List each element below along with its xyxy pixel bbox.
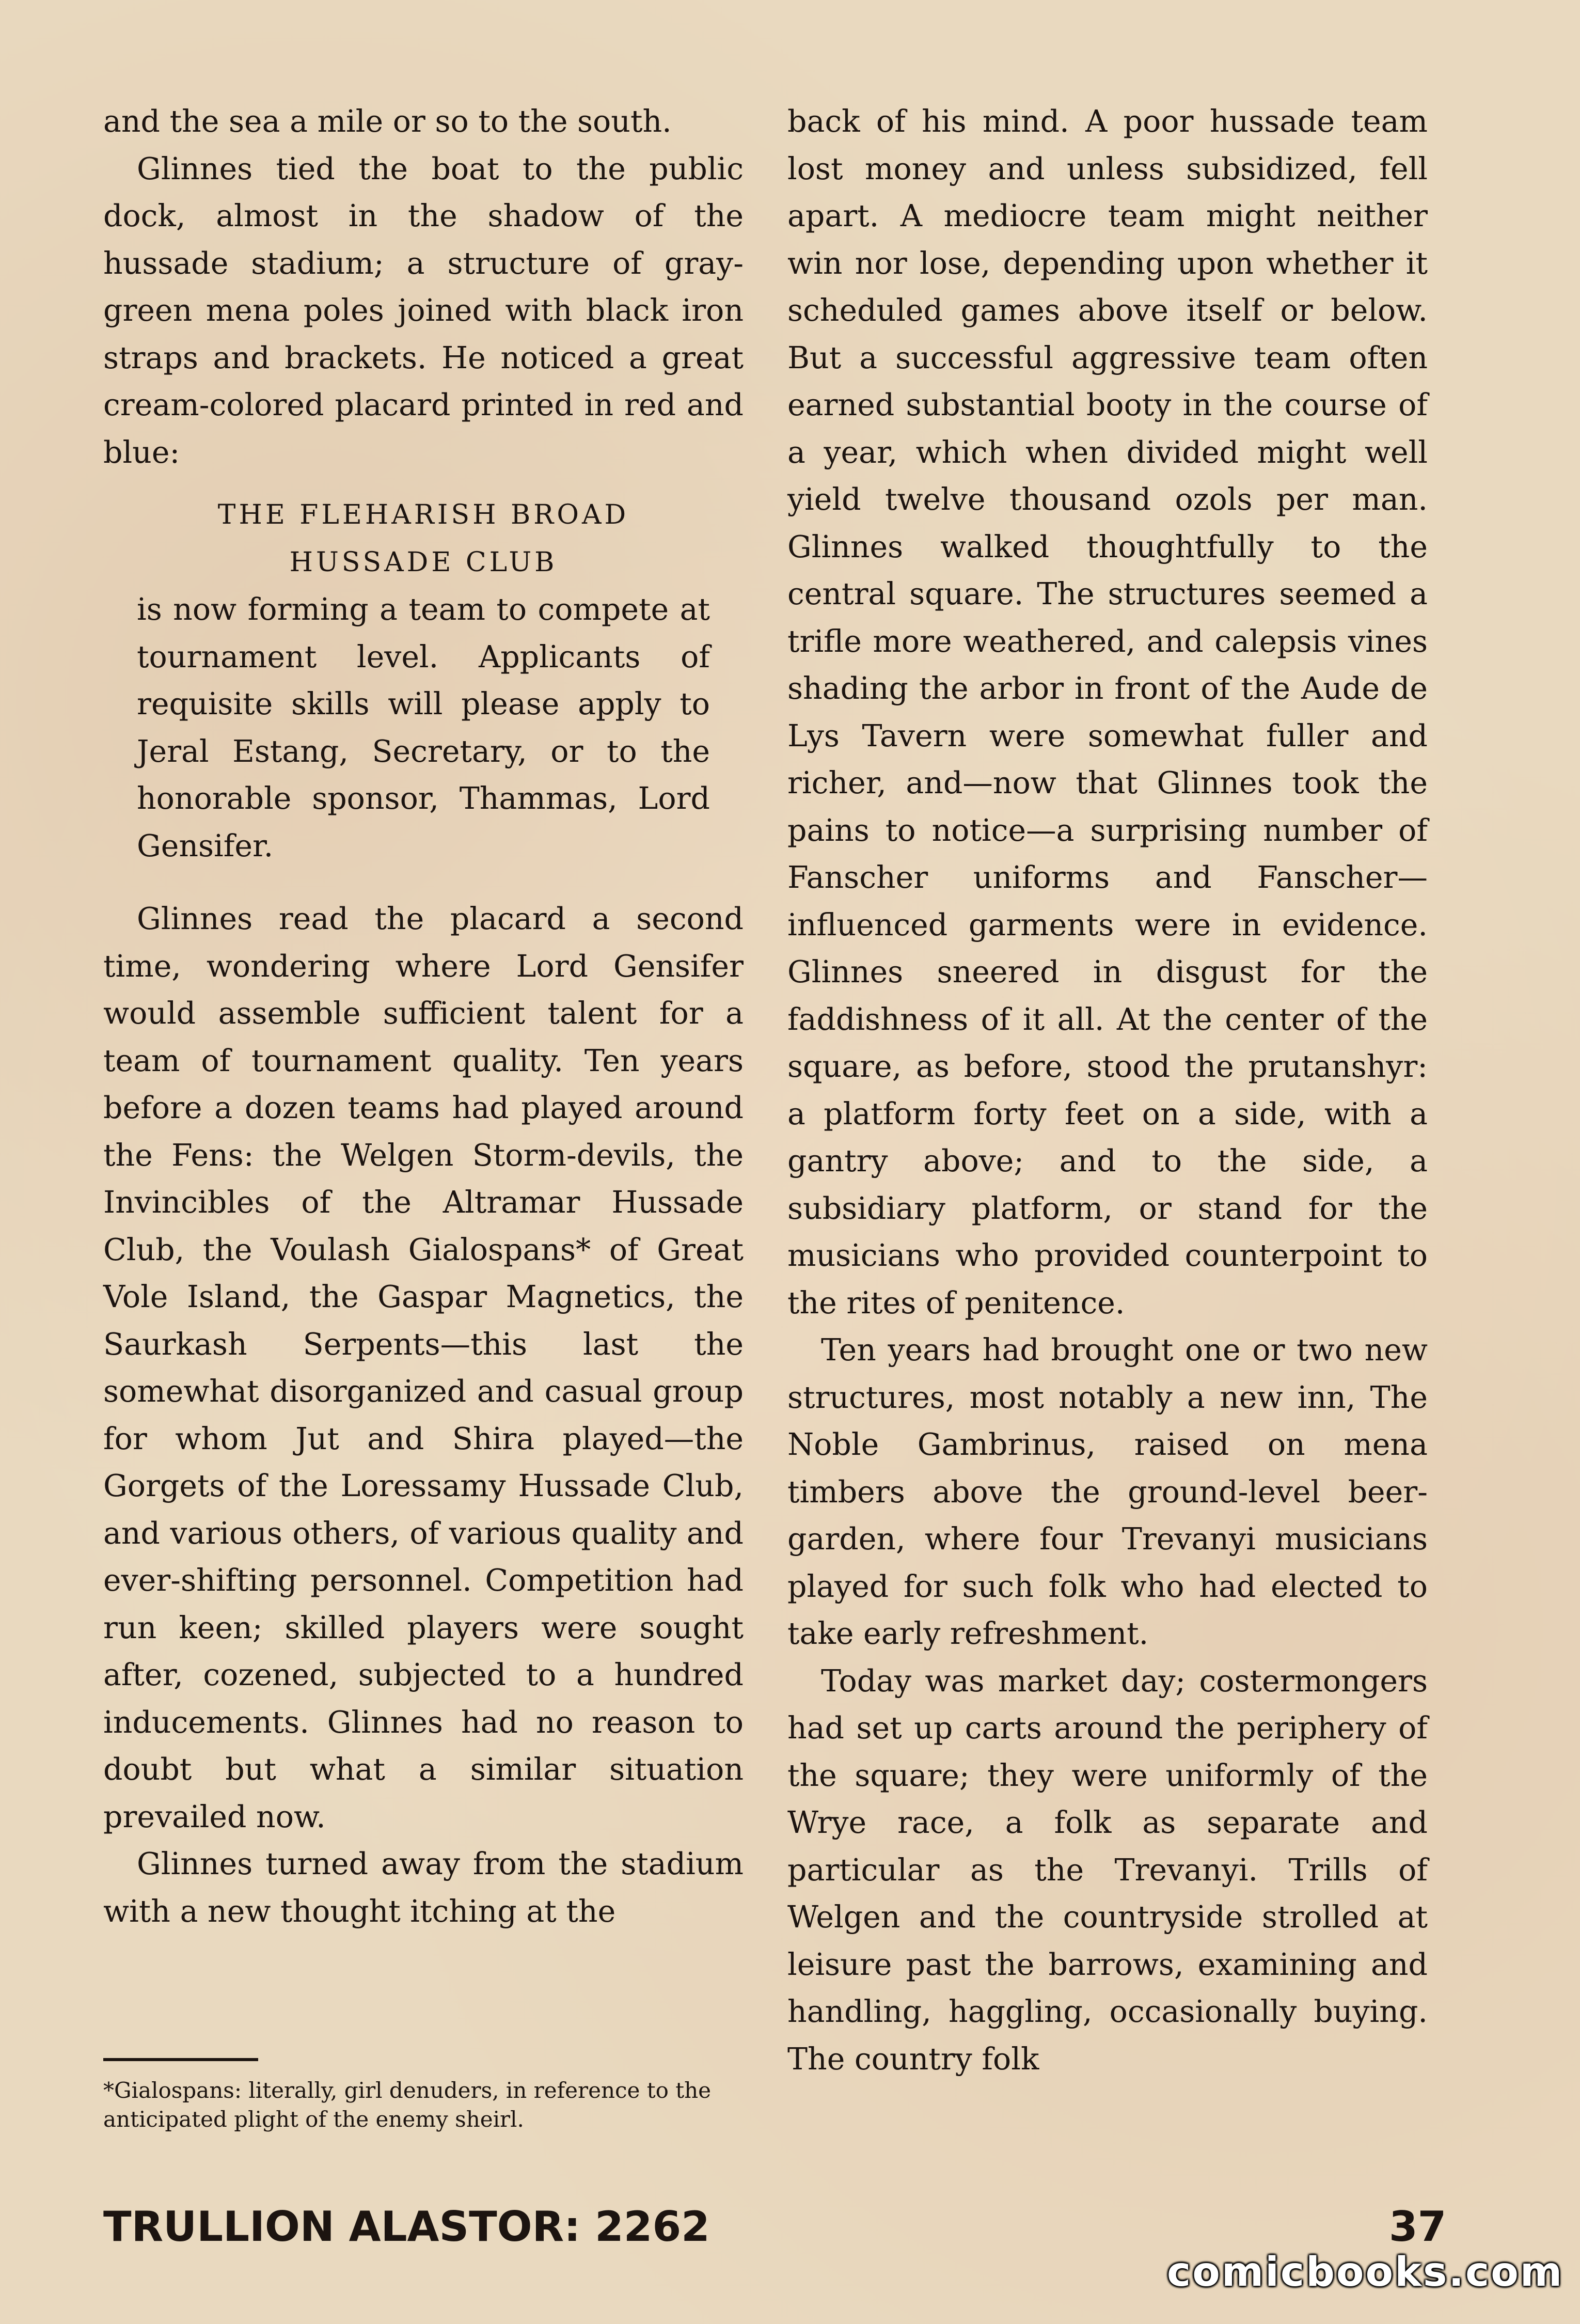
paragraph: back of his mind. A poor hussade team lost money and unless subsidized, fell apart. A mediocre team might neither win nor lose, depending upon whether it scheduled games above itself or below. But a successful aggressive team often earned substantial booty in the course of a year, which when divided might well yield twelve thousand ozols per man. Glinnes walked thoughtfully to the central square. The structures seemed a trifle more weathered, and calepsis vines shading the arbor in front of the Aude de Lys Tavern were somewhat fuller and richer, and—now that Glinnes took the pains to notice—a surprising number of Fanscher uniforms and Fanscher—influenced garments were in evidence. Glinnes sneered in disgust for the faddishness of it all. At the center of the square, as before, stood the prutanshyr: a platform forty feet on a side, with a gantry above; and to the side, a subsidiary platform, or stand for the musicians who provided counterpoint to the rites of penitence. — [787, 104, 1428, 1321]
paragraph: Glinnes read the placard a second time, wondering where Lord Gensifer would assemble sufficient talent for a team of tournament quality. Ten years before a dozen teams had played around the Fens: the Welgen Storm-devils, the Invincibles of the Altramar Hussade Club, the Voulash Gialospans* of Great Vole Island, the Gaspar Magnetics, the Saurkash Serpents—this last the somewhat disorganized and casual group for whom Jut and Shira played—the Gorgets of the Loressamy Hussade Club, and various others, of various quality and ever-shifting personnel. Competition had run keen; skilled players were sought after, cozened, subjected to a hundred inducements. Glinnes had no reason to doubt but what a similar situation prevailed now. — [103, 901, 744, 1834]
left-column — [103, 98, 744, 1935]
placard-title: THE FLEHARISH BROAD HUSSADE CLUB — [217, 499, 629, 578]
placard-body: is now forming a team to compete at tournament level. Applicants of requisite skills will please apply to Jeral Estang, Secretary, or to the honorable sponsor, Thammas, Lord Gensifer. — [137, 592, 710, 863]
page-number: 37 — [1389, 2203, 1447, 2251]
footnote: *Gialospans: literally, girl denuders, in reference to the anticipated plight of the enemy sheirl. — [103, 2078, 712, 2132]
paragraph: and the sea a mile or so to the south. — [103, 104, 672, 139]
right-column — [787, 98, 1428, 2083]
watermark: comicbooks.com — [1167, 2249, 1564, 2296]
paragraph: Glinnes turned away from the stadium with a new thought itching at the — [103, 1846, 744, 1929]
paragraph: Ten years had brought one or two new structures, most notably a new inn, The Noble Gambrinus, raised on mena timbers above the ground-level beer-garden, where four Trevanyi musicians played for such folk who had elected to take early refreshment. — [787, 1332, 1428, 1651]
running-footer-title: TRULLION ALASTOR: 2262 — [103, 2203, 710, 2251]
paragraph: Today was market day; costermongers had set up carts around the periphery of the square; they were uniformly of the Wrye race, a folk as separate and particular as the Trevanyi. Trills of Welgen and the countryside strolled at leisure past the barrows, examining and handling, haggling, occasionally buying. The country folk — [787, 1663, 1428, 2077]
footnote-divider — [103, 2058, 258, 2061]
paragraph: Glinnes tied the boat to the public dock, almost in the shadow of the hussade stadium; a structure of gray-green mena poles joined with black iron straps and brackets. He noticed a great cream-colored placard printed in red and blue: — [103, 151, 744, 470]
placard-quote — [103, 492, 744, 870]
